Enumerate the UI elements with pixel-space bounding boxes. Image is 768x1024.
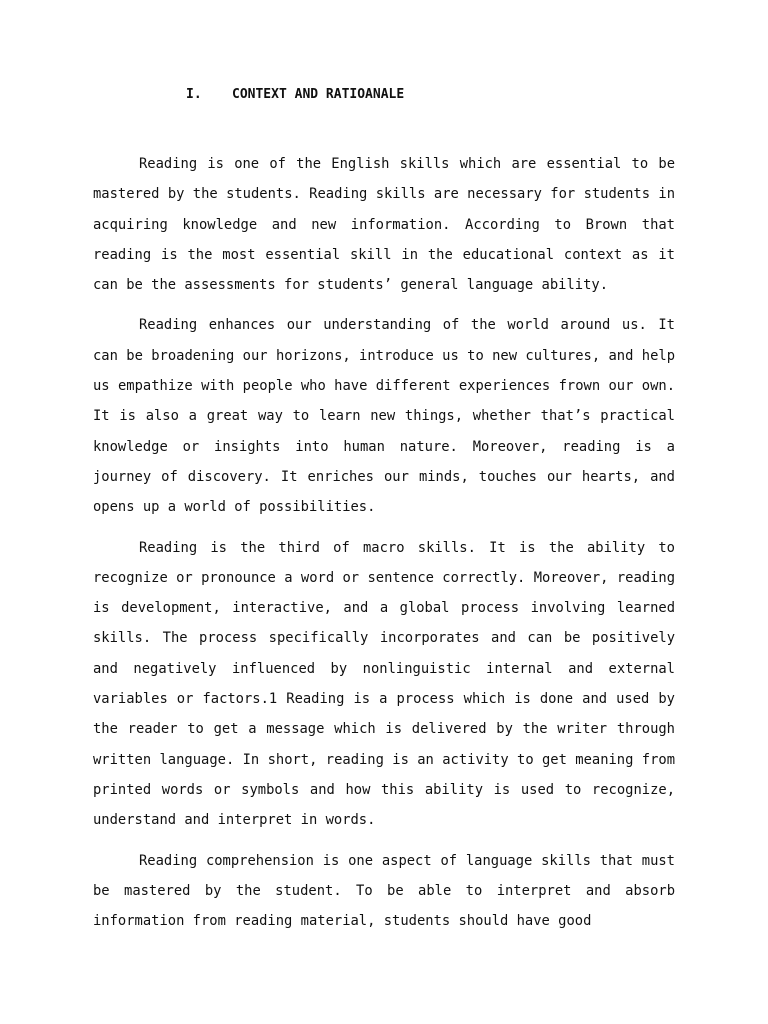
- section-heading: [186, 86, 404, 104]
- paragraph: Reading comprehension is one aspect of language skills that must be mastered by the student. To be able to interpret and absorb information from reading material, students should have good: [93, 852, 675, 930]
- paragraph: Reading is one of the English skills which are essential to be mastered by the students. Reading skills are necessary for students in acquiring knowledge and new information. According to Brown that reading is the most essential skill in the educational context as it can be the assessments for students’ general language ability.: [93, 156, 675, 294]
- paragraph: Reading enhances our understanding of the world around us. It can be broadening our horizons, introduce us to new cultures, and help us empathize with people who have different experiences frown our own. It is also a great way to learn new things, whether that’s practical knowledge or insights into human nature. Moreover, reading is a journey of discovery. It enriches our minds, touches our hearts, and opens up a world of possibilities.: [93, 317, 675, 516]
- section-number: I.: [186, 87, 202, 102]
- body-text: [93, 149, 675, 946]
- paragraph: Reading is the third of macro skills. It is the ability to recognize or pronounce a word or sentence correctly. Moreover, reading is development, interactive, and a global process involving learned skills. The process specifically incorporates and can be positively and negatively influenced by nonlinguistic internal and external variables or factors.1 Reading is a process which is done and used by the reader to get a message which is delivered by the writer through written language. In short, reading is an activity to get meaning from printed words or symbols and how this ability is used to recognize, understand and interpret in words.: [93, 539, 675, 829]
- section-title: CONTEXT AND RATIOANALE: [232, 87, 405, 102]
